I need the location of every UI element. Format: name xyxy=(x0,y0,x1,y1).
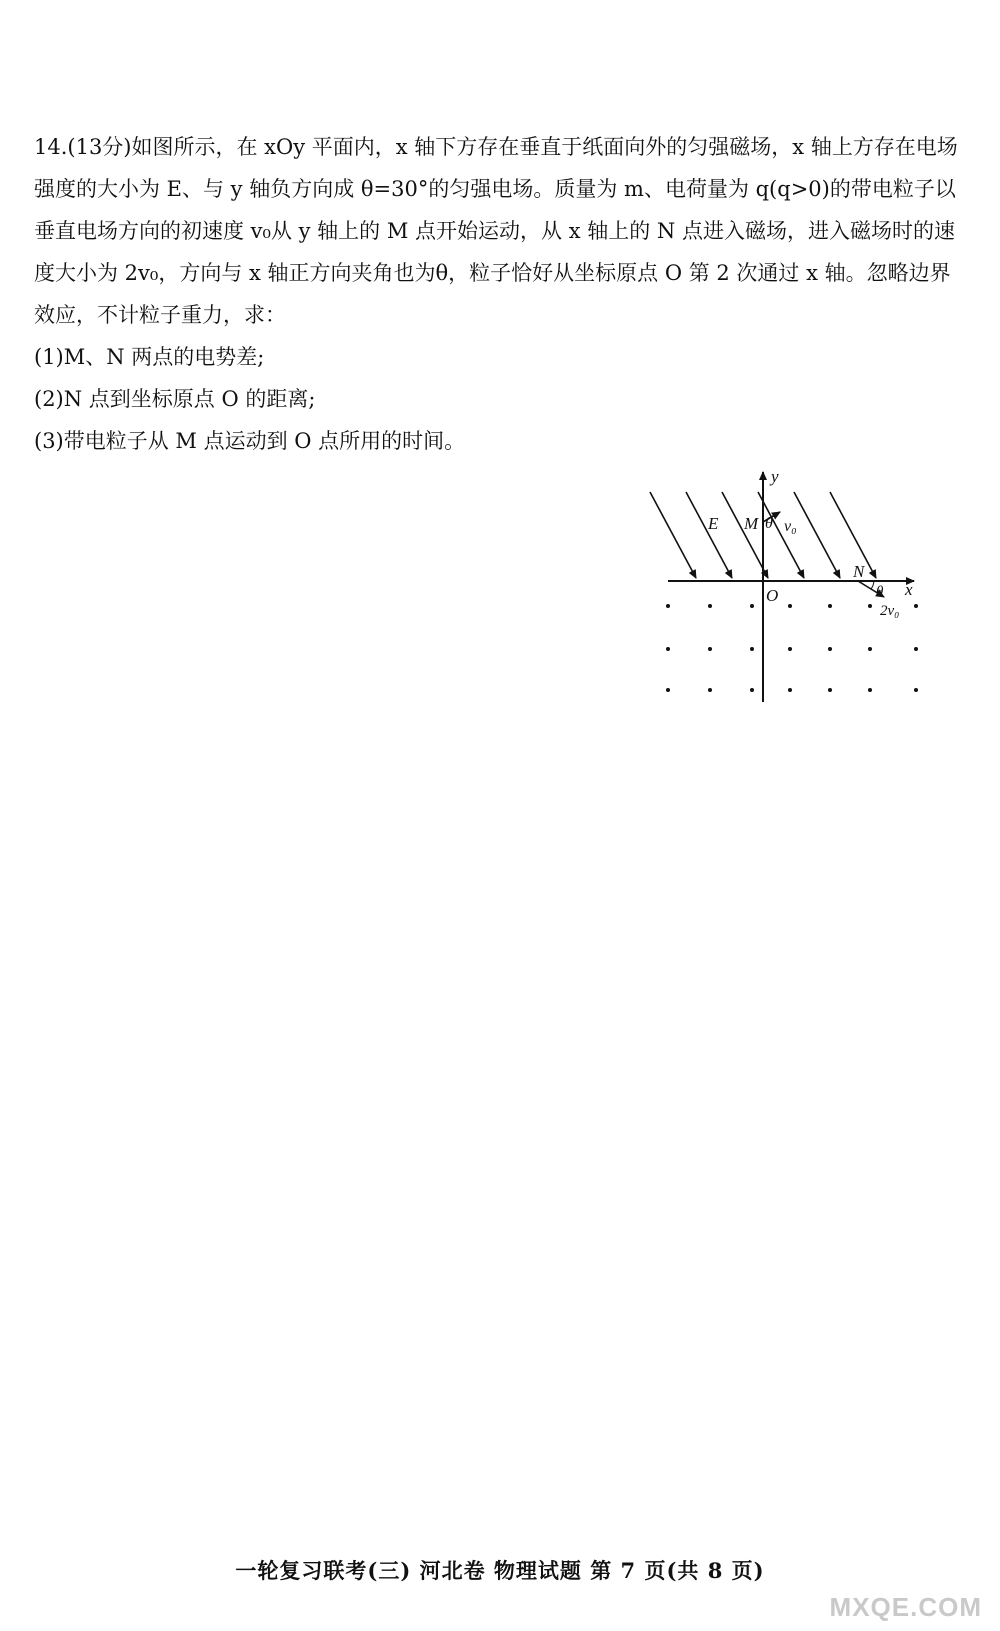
question-part-3: (3)带电粒子从 M 点运动到 O 点所用的时间。 xyxy=(34,429,466,453)
label-x: x xyxy=(905,580,913,599)
field-dot xyxy=(666,604,670,608)
field-line xyxy=(650,492,696,578)
label-v0: v₀ xyxy=(784,518,797,535)
label-y: y xyxy=(771,467,779,486)
page-footer: 一轮复习联考(三) 河北卷 物理试题 第 7 页(共 8 页) xyxy=(235,1558,765,1583)
field-dot xyxy=(914,688,918,692)
question-part-1: (1)M、N 两点的电势差; xyxy=(34,345,265,369)
field-dot xyxy=(868,647,872,651)
question-stem: 14.(13分)如图所示，在 xOy 平面内，x 轴下方存在垂直于纸面向外的匀强磁场，x 轴上方存在电场强度的大小为 E、与 y 轴负方向成 θ=30°的匀强电场。质量为 m、电荷量为 q(q>0)的带电粒子以垂直电场方向的初速度 v₀从 y 轴上的 M 点开始运动，从 x 轴上的 N 点进入磁场，进入磁场时的速度大小为 2v₀，方向与 x 轴正方向夹角也为θ，粒子恰好从坐标原点 O 第 2 次通过 x 轴。忽略边界效应，不计粒子重力，求： xyxy=(34,135,958,327)
field-diagram xyxy=(640,460,960,710)
field-dot xyxy=(868,688,872,692)
label-theta-M: θ xyxy=(765,515,773,532)
field-dot xyxy=(914,647,918,651)
field-dot xyxy=(708,604,712,608)
field-dot xyxy=(828,604,832,608)
label-theta-N: θ xyxy=(876,584,884,600)
field-dot xyxy=(914,604,918,608)
field-dot xyxy=(750,604,754,608)
label-M: M xyxy=(744,514,759,533)
field-diagram-svg xyxy=(640,460,960,710)
field-dot xyxy=(788,647,792,651)
field-dot xyxy=(788,688,792,692)
field-dot xyxy=(750,688,754,692)
question-14 xyxy=(34,126,964,462)
field-dot xyxy=(828,688,832,692)
field-dot xyxy=(708,688,712,692)
field-dot xyxy=(788,604,792,608)
field-line xyxy=(686,492,732,578)
field-dot xyxy=(750,647,754,651)
field-line xyxy=(722,492,768,578)
question-part-2: (2)N 点到坐标原点 O 的距离; xyxy=(34,387,316,411)
label-E: E xyxy=(708,514,719,533)
field-dot xyxy=(828,647,832,651)
label-N: N xyxy=(853,562,865,581)
field-dot xyxy=(666,647,670,651)
label-O: O xyxy=(766,586,779,605)
label-2v0: 2v₀ xyxy=(880,603,900,619)
field-dot xyxy=(708,647,712,651)
field-dot xyxy=(868,604,872,608)
field-line xyxy=(794,492,840,578)
watermark: MXQE.COM xyxy=(829,1592,982,1622)
field-line xyxy=(758,492,804,578)
theta-arc-N xyxy=(871,581,874,589)
field-dot xyxy=(666,688,670,692)
